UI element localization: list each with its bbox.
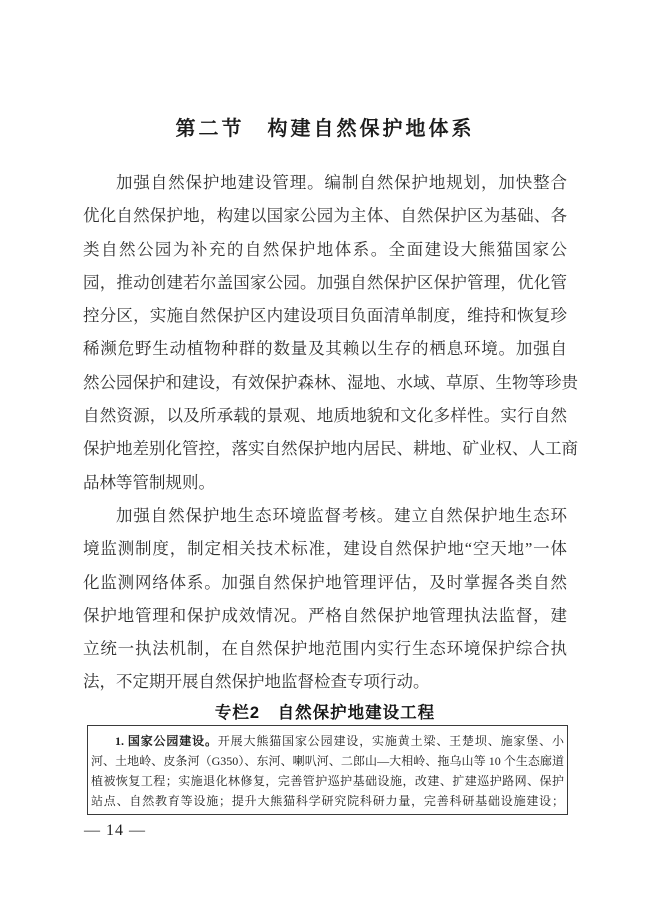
body-line: 稀濒危野生动植物种群的数量及其赖以生存的栖息环境。加强自 <box>83 339 567 359</box>
panel-line: 河、土地岭、皮条河（G350）、东河、喇叭河、二郎山—大相岭、拖乌山等 10 个生态廊道 <box>91 754 564 768</box>
panel-line <box>91 731 564 751</box>
body-line: 加强自然保护地建设管理。编制自然保护地规划，加快整合 <box>116 173 567 192</box>
body-line: 保护地差别化管控，落实自然保护地内居民、耕地、矿业权、人工商 <box>83 439 578 459</box>
panel-line-text: 开展大熊猫国家公园建设，实施黄土梁、王楚坝、施家堡、小 <box>217 734 564 748</box>
body-line: 化监测网络体系。加强自然保护地管理评估，及时掌握各类自然 <box>83 572 567 592</box>
body-line: 立统一执法机制，在自然保护地范围内实行生态环境保护综合执 <box>83 639 567 659</box>
body-line: 加强自然保护地生态环境监督考核。建立自然保护地生态环 <box>116 505 567 525</box>
section-title: 第二节 构建自然保护地体系 <box>175 118 475 140</box>
body-line: 优化自然保护地，构建以国家公园为主体、自然保护区为基础、各 <box>83 206 567 226</box>
panel-line: 植被恢复工程；实施退化林修复，完善管护巡护基础设施，改建、扩建巡护路网、保护 <box>91 774 564 788</box>
body-line: 园，推动创建若尔盖国家公园。加强自然保护区保护管理，优化管 <box>83 272 567 292</box>
panel-title: 专栏2 自然保护地建设工程 <box>214 704 436 722</box>
body-line: 控分区，实施自然保护区内建设项目负面清单制度，维持和恢复珍 <box>83 306 567 326</box>
body-line: 境监测制度，制定相关技术标准，建设自然保护地“空天地”一体 <box>83 539 567 559</box>
panel-line: 站点、自然教育等设施；提升大熊猫科学研究院科研力量，完善科研基础设施建设； <box>91 794 564 808</box>
body-line: 品林等管制规则。 <box>83 472 215 492</box>
body-line: 法，不定期开展自然保护地监督检查专项行动。 <box>83 672 430 692</box>
body-line: 类自然公园为补充的自然保护地体系。全面建设大熊猫国家公 <box>83 239 567 259</box>
body-line: 自然资源，以及所承载的景观、地质地貌和文化多样性。实行自然 <box>83 406 567 426</box>
page-number: — 14 — <box>84 822 146 839</box>
body-text <box>83 166 578 699</box>
column-panel <box>87 725 568 815</box>
body-line: 保护地管理和保护成效情况。严格自然保护地管理执法监督，建 <box>83 605 567 625</box>
body-line: 然公园保护和建设，有效保护森林、湿地、水域、草原、生物等珍贵 <box>83 372 578 392</box>
panel-line-lead: 1. 国家公园建设。 <box>115 734 218 748</box>
